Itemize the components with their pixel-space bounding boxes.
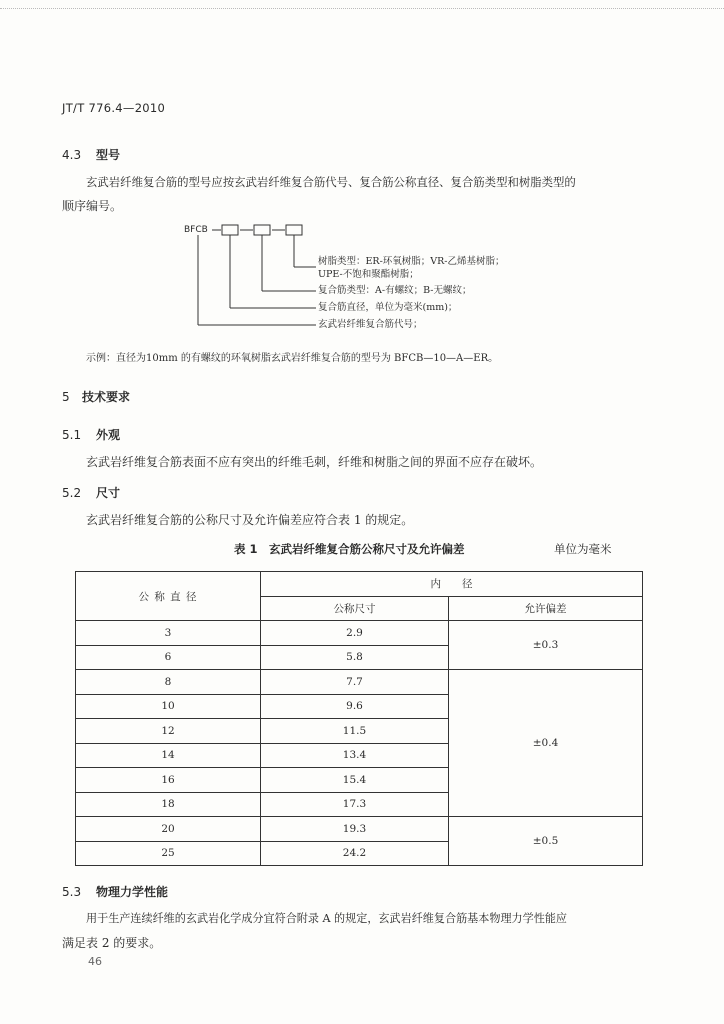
label-resin-type-cont: UPE-不饱和聚酯树脂； <box>318 269 419 280</box>
cell-nominal: 13.4 <box>261 743 449 768</box>
diagram-prefix: BFCB <box>184 225 208 235</box>
cell-tolerance: ±0.5 <box>449 817 643 866</box>
paragraph-line: 满足表 2 的要求。 <box>62 936 162 950</box>
section-5-1-paragraph: 玄武岩纤维复合筋表面不应有突出的纤维毛刺，纤维和树脂之间的界面不应存在破坏。 <box>86 455 543 469</box>
cell-nominal: 17.3 <box>261 792 449 817</box>
label-bar-diameter: 复合筋直径，单位为毫米(mm)； <box>318 302 458 313</box>
cell-diameter: 25 <box>76 841 261 866</box>
header-nominal-size: 公称尺寸 <box>261 596 449 621</box>
paragraph-line: 顺序编号。 <box>62 199 123 213</box>
section-5-3-heading <box>62 883 168 900</box>
cell-tolerance: ±0.3 <box>449 621 643 670</box>
section-title: 技术要求 <box>82 390 131 404</box>
cell-diameter: 20 <box>76 817 261 842</box>
table-1 <box>75 571 643 866</box>
cell-nominal: 11.5 <box>261 719 449 744</box>
cell-nominal: 24.2 <box>261 841 449 866</box>
section-4-3-heading <box>62 146 120 163</box>
section-number: 5 <box>62 390 70 404</box>
section-5-heading <box>62 388 130 405</box>
table-1-unit: 单位为毫米 <box>554 542 612 556</box>
paragraph-line: 用于生产连续纤维的玄武岩化学成分宜符合附录 A 的规定，玄武岩纤维复合筋基本物理力学性能应 <box>86 912 568 925</box>
section-title: 型号 <box>96 148 121 162</box>
cell-nominal: 9.6 <box>261 694 449 719</box>
cell-diameter: 18 <box>76 792 261 817</box>
table-1-caption: 表 1 玄武岩纤维复合筋公称尺寸及允许偏差 <box>234 542 465 556</box>
paragraph-line: 玄武岩纤维复合筋的型号应按玄武岩纤维复合筋代号、复合筋公称直径、复合筋类型和树脂类型的 <box>86 175 576 189</box>
example-text: 示例：直径为10mm 的有螺纹的环氧树脂玄武岩纤维复合筋的型号为 BFCB—10—A—ER。 <box>86 353 499 364</box>
page-number: 46 <box>88 955 102 968</box>
table-header-row <box>76 572 643 597</box>
cell-diameter: 10 <box>76 694 261 719</box>
section-number: 5.3 <box>62 885 82 899</box>
cell-diameter: 16 <box>76 768 261 793</box>
cell-nominal: 2.9 <box>261 621 449 646</box>
table-row <box>76 670 643 695</box>
cell-tolerance: ±0.4 <box>449 670 643 817</box>
header-tolerance: 允许偏差 <box>449 596 643 621</box>
cell-nominal: 15.4 <box>261 768 449 793</box>
cell-diameter: 6 <box>76 645 261 670</box>
cell-nominal: 7.7 <box>261 670 449 695</box>
section-number: 5.2 <box>62 486 82 500</box>
section-5-2-heading <box>62 484 120 501</box>
table-row <box>76 621 643 646</box>
header-nominal-diameter: 公 称 直 径 <box>76 572 261 621</box>
cell-diameter: 8 <box>76 670 261 695</box>
section-title: 物理力学性能 <box>96 885 169 899</box>
section-5-3-paragraph <box>62 907 656 955</box>
cell-diameter: 12 <box>76 719 261 744</box>
label-bar-code: 玄武岩纤维复合筋代号； <box>318 319 423 330</box>
cell-nominal: 5.8 <box>261 645 449 670</box>
section-4-3-paragraph <box>62 170 656 218</box>
scan-artifact-top-border <box>0 8 724 13</box>
label-resin-type: 树脂类型：ER-环氧树脂；VR-乙烯基树脂； <box>318 256 505 267</box>
header-inner-diameter: 内 径 <box>261 572 643 597</box>
cell-diameter: 14 <box>76 743 261 768</box>
label-bar-type: 复合筋类型：A-有螺纹；B-无螺纹； <box>318 285 472 296</box>
section-5-1-heading <box>62 426 120 443</box>
section-title: 尺寸 <box>96 486 121 500</box>
cell-nominal: 19.3 <box>261 817 449 842</box>
section-5-2-paragraph: 玄武岩纤维复合筋的公称尺寸及允许偏差应符合表 1 的规定。 <box>86 513 414 527</box>
section-number: 4.3 <box>62 148 82 162</box>
section-number: 5.1 <box>62 428 82 442</box>
section-title: 外观 <box>96 428 121 442</box>
table-row <box>76 817 643 842</box>
cell-diameter: 3 <box>76 621 261 646</box>
standard-code: JT/T 776.4—2010 <box>62 101 166 115</box>
model-code-diagram <box>184 222 544 338</box>
